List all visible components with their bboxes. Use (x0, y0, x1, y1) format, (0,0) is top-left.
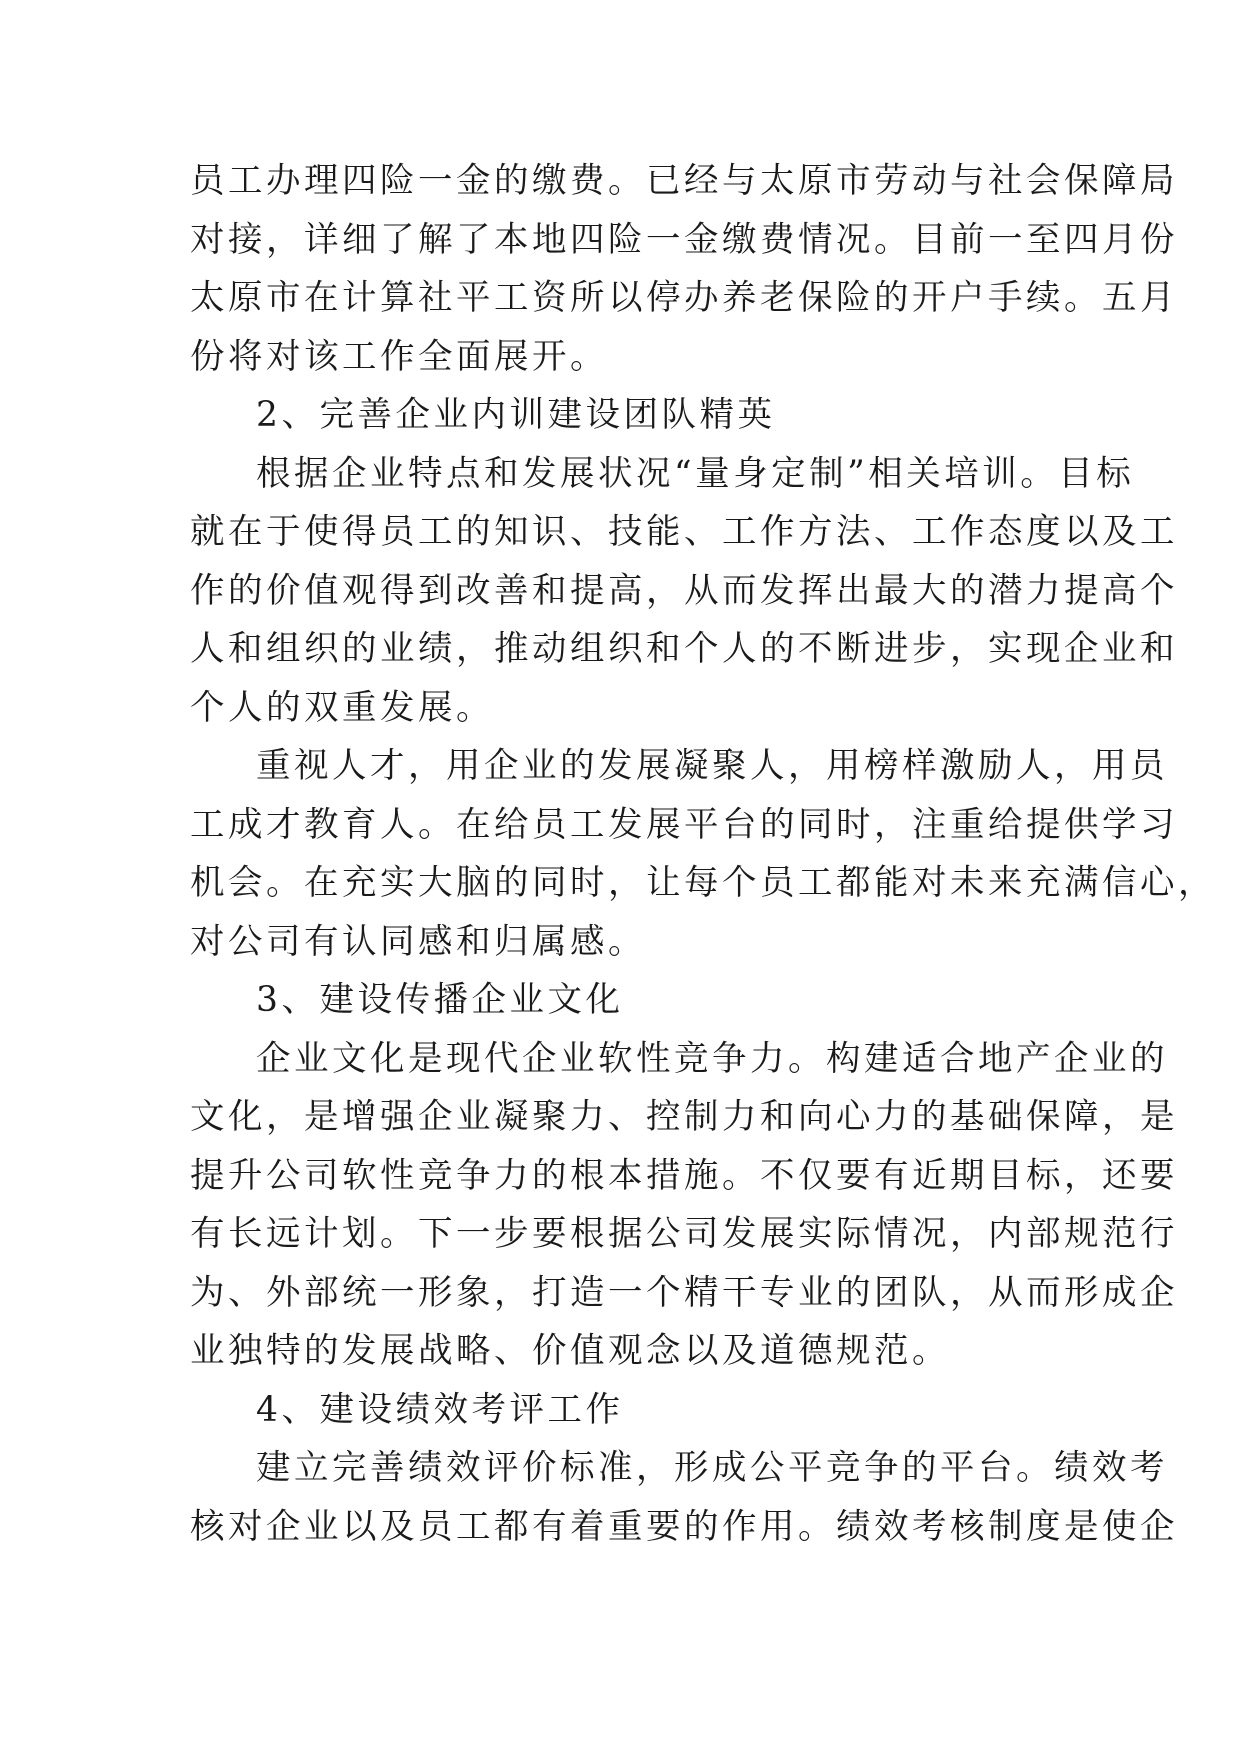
document-body (190, 152, 1216, 1556)
text-line: 文化，是增强企业凝聚力、控制力和向心力的基础保障，是 (190, 1097, 1178, 1137)
text-line: 3、建设传播企业文化 (256, 980, 624, 1020)
text-line: 人和组织的业绩，推动组织和个人的不断进步，实现企业和 (190, 629, 1178, 669)
text-line: 太原市在计算社平工资所以停办养老保险的开户手续。五月 (190, 278, 1178, 318)
text-line: 作的价值观得到改善和提高，从而发挥出最大的潜力提高个 (190, 570, 1178, 611)
text-line: 4、建设绩效考评工作 (256, 1389, 624, 1430)
text-line: 根据企业特点和发展状况“量身定制”相关培训。目标 (256, 453, 1135, 494)
text-line: 对接，详细了解了本地四险一金缴费情况。目前一至四月份 (190, 219, 1178, 260)
text-line: 员工办理四险一金的缴费。已经与太原市劳动与社会保障局 (190, 161, 1178, 201)
text-line: 建立完善绩效评价标准，形成公平竞争的平台。绩效考 (256, 1448, 1168, 1488)
text-line: 对公司有认同感和归属感。 (190, 921, 646, 962)
text-line: 机会。在充实大脑的同时，让每个员工都能对未来充满信心， (190, 863, 1216, 903)
text-line: 有长远计划。下一步要根据公司发展实际情况，内部规范行 (190, 1214, 1178, 1254)
text-line: 份将对该工作全面展开。 (190, 336, 608, 377)
text-line: 核对企业以及员工都有着重要的作用。绩效考核制度是使企 (190, 1506, 1178, 1547)
text-line: 为、外部统一形象，打造一个精干专业的团队，从而形成企 (190, 1272, 1178, 1313)
text-line: 重视人才，用企业的发展凝聚人，用榜样激励人，用员 (256, 746, 1168, 786)
text-line: 企业文化是现代企业软性竞争力。构建适合地产企业的 (256, 1038, 1168, 1079)
text-line: 业独特的发展战略、价值观念以及道德规范。 (190, 1331, 950, 1371)
text-line: 2、完善企业内训建设团队精英 (256, 395, 776, 435)
text-line: 提升公司软性竞争力的根本措施。不仅要有近期目标，还要 (190, 1155, 1178, 1196)
text-line: 就在于使得员工的知识、技能、工作方法、工作态度以及工 (190, 512, 1178, 552)
text-line: 工成才教育人。在给员工发展平台的同时，注重给提供学习 (190, 804, 1178, 845)
text-line: 个人的双重发展。 (190, 687, 494, 728)
